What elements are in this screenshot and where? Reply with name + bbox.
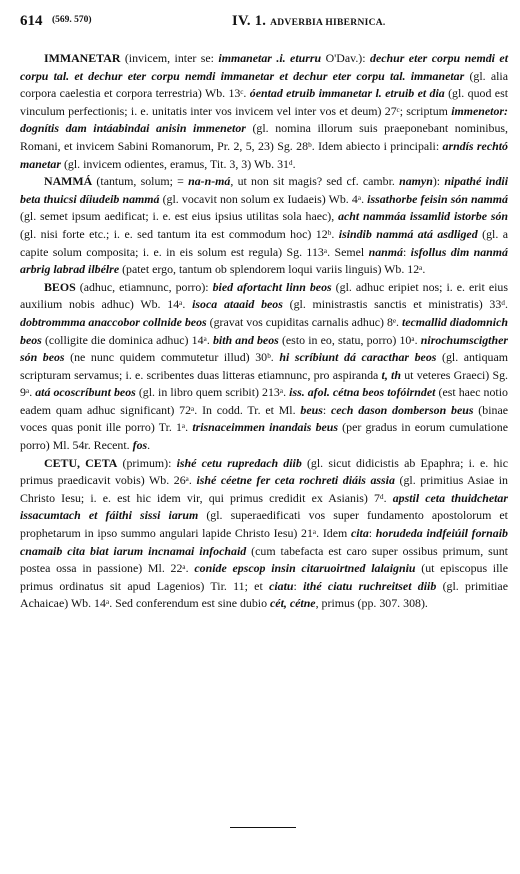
irish-gloss: bith and beos [212,332,279,347]
running-head [232,13,386,30]
irish-gloss: beus [300,402,323,417]
latin-text: ): [432,174,445,189]
latin-text: (gl. semet ipsum aedificat; i. e. est eius ipsius utilitas sola haec), [20,209,339,224]
irish-gloss: cech dason domberson beus [330,402,474,417]
page-reference: (569. 570) [52,15,92,25]
irish-gloss: acht nammáa issamlid istorbe són [338,209,509,224]
irish-gloss: isoca ataaid beos [192,297,283,312]
irish-gloss: ciatu [269,578,294,593]
headword: CETU, CETA [44,455,118,470]
irish-gloss: fos [132,438,148,453]
latin-text: : [293,578,304,593]
latin-text: (binae voces quas ponit ille porro) Tr. 1ᵃ. [20,402,509,435]
latin-text: ut veteres Graeci) Sg. 9ᵃ. [20,367,509,400]
latin-text: (est haec notio eadem quam adhuc significant) 72ᵃ. In codd. Tr. et Ml. [20,385,508,417]
irish-gloss: isindib nammá atá asdliged [338,226,478,241]
irish-gloss: óentad etruib immanetar l. etruib et dia [249,86,445,101]
headword: NAMMÁ [44,174,93,189]
dictionary-body [20,50,508,613]
latin-text: (ne nunc quidem commutetur illud) 30ᵇ. [64,350,280,365]
irish-gloss: nipathé indii beta thuicsi díiudeib nammá [20,174,508,206]
latin-text: (gl. primitiae Achaicae) Wb. 14ᵃ. Sed conferendum est sine dubio [20,578,508,611]
latin-text: (per gradus in eorum cumulatione porro) Ml. 54r. Recent. [20,420,508,453]
irish-gloss: arndís rechtó manetar [20,138,508,171]
latin-text: (primum): [117,455,177,470]
irish-gloss: apstil ceta thuidchetar issacumtach et fáithi sissi iarum [20,490,508,523]
latin-text: (invicem, inter se: [120,51,219,65]
irish-gloss: isfollus dim nanmá arbrig labrad ilbélre [20,244,508,277]
latin-text: (gl. vocavit non solum ex Iudaeis) Wb. 4ᵃ. [159,191,368,206]
irish-gloss: ithé ciatu ruchreitset diib [303,578,437,593]
irish-gloss: tecmallid diadomnich beos [20,314,508,347]
latin-text: (gl. adhuc eripiet nos; i. e. erit eius auxilium nobis adhuc) Wb. 14ᵃ. [20,279,508,312]
irish-gloss: ishé cetu rupredach diib [176,455,302,470]
irish-gloss: cét, cétne [270,596,316,611]
irish-gloss: atá ocoscríbunt beos [35,385,136,400]
irish-gloss: horudeda indfeiúil fornaib cnamaib cita biat iarum incnamai infochaid [20,526,508,558]
latin-text: , primus (pp. 307. 308). [315,596,428,611]
latin-text: , ut non sit magis? sed cf. cambr. [230,174,400,189]
irish-gloss: ishé céetne fer ceta rochreti diáis assia [196,473,395,488]
running-head-title: ADVERBIA HIBERNICA. [270,18,386,28]
latin-text: (gl. primitius Asiae in Christo Iesu; i. e. est hic idem vir, qui primus credidit ex Asianis) 7ᵈ. [20,473,508,505]
section-divider [230,827,296,828]
irish-gloss: nanmá [368,244,403,259]
latin-text: O'Dav.): [321,51,371,65]
dictionary-entry [20,455,508,613]
latin-text: (patet ergo, tantum ob splendorem loqui variis linguis) Wb. 12ᵃ. [119,262,426,277]
latin-text: (tantum, solum; = [92,174,189,189]
latin-text: (gl. nisi forte etc.; i. e. sed tantum ita est commodum hoc) 12ᵇ. [20,226,339,241]
latin-text: (gl. alia corpora caelestia et corpora terrestria) Wb. 13ᶜ. [20,68,508,101]
irish-gloss: namyn [399,174,433,189]
headword: IMMANETAR [44,51,121,65]
irish-gloss: hi scríbiunt dá caracthar beos [279,350,437,365]
dictionary-entry [20,279,508,455]
irish-gloss: dechur eter corpu nemdi et corpu tal. et dechur eter corpu nemdi immanetar et dechur eter corpu tal. immanetar [20,51,508,83]
irish-gloss: nirochumscigther són beos [20,332,508,365]
irish-gloss: na-n-má [188,174,231,189]
headword: BEOS [44,279,76,294]
latin-text: (esto in eo, statu, porro) 10ᵃ. [278,332,421,347]
irish-gloss: immanetar .i. eturru [218,51,322,65]
page-number: 614 [20,13,43,29]
latin-text: (gl. superaedificati vos super fundamento apostolorum et prophetarum in ipso summo angulari lapide Christo Iesu) 21ᵃ. Idem [20,508,508,541]
irish-gloss: issathorbe feisin són nammá [367,191,508,206]
latin-text: (gravat vos cupiditas carnalis adhuc) 8ᵉ. [206,314,402,329]
irish-gloss: conide epscop insin citaruoirtned lalaigniu [194,561,416,576]
latin-text: . [147,438,151,453]
latin-text: : [322,402,331,417]
irish-gloss: iss. afol. cétna beos tofóirndet [289,385,436,400]
irish-gloss: bied afortacht linn beos [212,279,332,294]
irish-gloss: dobtrommma anaccobor collnide beos [20,314,207,329]
irish-gloss: cita [350,526,369,541]
latin-text: (gl. nomina illorum suis praeponebant nominibus, Romani, et invicem Sabini Romanorum, Pr. 2, 5, 23) Sg. 28ᵇ. Idem abiecto i principali: [20,121,508,153]
dictionary-entry [20,50,508,173]
irish-gloss: trisnaceimmen inandais beus [192,420,339,435]
latin-text: : [368,526,376,541]
latin-text: : [402,244,411,259]
latin-text: (gl. invicem odientes, eramus, Tit. 3, 3) Wb. 31ᵈ. [60,156,296,171]
irish-gloss: t, th [381,367,401,382]
dictionary-entry [20,173,508,279]
latin-text: (gl. ministrastis sanctis et ministratis) 33ᵈ. [282,297,508,312]
page-header [20,13,510,35]
latin-text: (colligite die dominica adhuc) 14ᵃ. [41,332,213,347]
latin-text: (adhuc, etiamnunc, porro): [75,279,213,294]
irish-gloss: immenetor: dognítis dam intáabindai anisin immenetor [20,103,508,136]
latin-text: (gl. antiquam scripturam servamus; i. e. scribentes duas litteras etiamnunc, pro aspiranda [20,350,509,382]
latin-text: (gl. in libro quem scribit) 213ᵃ. [135,385,290,400]
latin-text: (cum tabefacta est caro super ossibus primum, sunt postea ossa in passione) Ml. 22ᵃ. [20,543,508,576]
latin-text: (gl. sicut didicistis ab Epaphra; i. e. hic primus praedicavit vobis) Wb. 26ᵃ. [20,455,508,488]
latin-text: (gl. quod est vinculum perfectionis; i. e. unitatis inter vos invicem vel inter vos et deum) 27ᶜ; scriptum [20,86,508,118]
latin-text: (gl. a capite solum composita; i. e. in eis solum est regula) Sg. 113ᵃ. Semel [20,226,509,259]
latin-text: (ut episcopus ille primus ordinatus sit apud Lagenios) Tir. 11; et [20,561,509,593]
running-head-section: IV. 1. [232,13,271,29]
